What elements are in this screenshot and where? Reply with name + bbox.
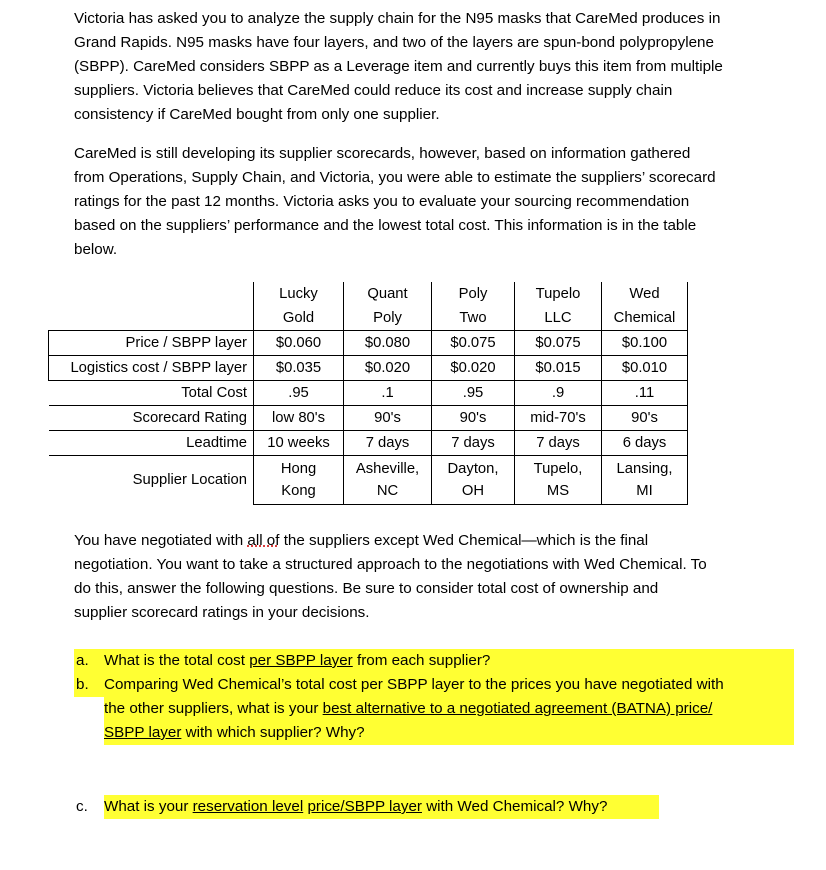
- table-cell: 90's: [602, 406, 688, 431]
- intro-paragraph: [74, 7, 794, 127]
- table-row: [49, 381, 688, 406]
- intro-line: Grand Rapids. N95 masks have four layers, and two of the layers are spun-bond polypropylene: [74, 34, 714, 51]
- negotiation-paragraph: [74, 529, 814, 625]
- context-paragraph: [74, 142, 794, 262]
- negotiation-line: do this, answer the following questions. Be sure to consider total cost of ownership and: [74, 580, 659, 597]
- table-cell: mid-70's: [515, 406, 602, 431]
- question-a-letter: a.: [76, 652, 89, 669]
- location-line: Asheville,: [355, 461, 420, 477]
- supplier-name: Poly: [344, 306, 432, 331]
- location-cell: [602, 456, 688, 505]
- table-row: [49, 331, 688, 356]
- table-corner: [49, 282, 254, 306]
- negotiation-line: negotiation. You want to take a structured approach to the negotiations with Wed Chemical. To: [74, 556, 707, 573]
- context-line: ratings for the past 12 months. Victoria asks you to evaluate your sourcing recommendation: [74, 193, 690, 210]
- question-b-line: [104, 721, 804, 745]
- question-c: [104, 795, 607, 819]
- context-line: from Operations, Supply Chain, and Victoria, you were able to estimate the suppliers’ scorecard: [74, 169, 716, 186]
- text-run: with Wed Chemical? Why?: [421, 798, 608, 815]
- location-line: Dayton,: [447, 461, 499, 477]
- context-line: based on the suppliers’ performance and the lowest total cost. This information is in the table: [74, 217, 697, 234]
- location-cell: [254, 456, 344, 505]
- text-run: You have negotiated with: [74, 532, 248, 549]
- text-run: with which supplier? Why?: [181, 724, 365, 741]
- supplier-name: Gold: [254, 306, 344, 331]
- table-corner: [49, 306, 254, 331]
- supplier-name: Quant: [344, 282, 432, 306]
- row-label: Logistics cost / SBPP layer: [49, 356, 254, 381]
- row-label: Total Cost: [49, 381, 254, 406]
- table-cell: 90's: [344, 406, 432, 431]
- text-run: the suppliers except Wed Chemical—which is the final: [279, 532, 649, 549]
- question-a: [104, 649, 490, 673]
- table-cell: 6 days: [602, 431, 688, 456]
- table-header-row: [49, 306, 688, 331]
- table-cell: .11: [602, 381, 688, 406]
- table-cell: 7 days: [432, 431, 515, 456]
- table-cell: $0.100: [602, 331, 688, 356]
- location-line: MS: [546, 483, 570, 499]
- text-run-dotted: all of: [247, 532, 280, 549]
- table-cell: $0.020: [344, 356, 432, 381]
- table-row: [49, 431, 688, 456]
- location-line: MI: [636, 483, 653, 499]
- text-run: from each supplier?: [352, 652, 491, 669]
- table-cell: low 80's: [254, 406, 344, 431]
- supplier-name: Wed: [602, 282, 688, 306]
- context-line: CareMed is still developing its supplier scorecards, however, based on information gathered: [74, 145, 691, 162]
- table-cell: $0.080: [344, 331, 432, 356]
- location-line: Tupelo,: [533, 461, 583, 477]
- question-c-letter: c.: [76, 798, 88, 815]
- text-run-underlined: price/SBPP layer: [307, 798, 422, 815]
- location-cell: [515, 456, 602, 505]
- question-b-line: Comparing Wed Chemical’s total cost per SBPP layer to the prices you have negotiated with: [104, 676, 724, 693]
- text-run: What is the total cost: [104, 652, 250, 669]
- intro-line: consistency if CareMed bought from only one supplier.: [74, 106, 440, 123]
- table-cell: $0.035: [254, 356, 344, 381]
- table-row: [49, 356, 688, 381]
- supplier-name: Two: [432, 306, 515, 331]
- intro-line: suppliers. Victoria believes that CareMed could reduce its cost and increase supply chain: [74, 82, 673, 99]
- row-label: Scorecard Rating: [49, 406, 254, 431]
- context-line: below.: [74, 241, 118, 258]
- text-run-underlined: reservation level: [192, 798, 304, 815]
- location-cell: [344, 456, 432, 505]
- intro-line: (SBPP). CareMed considers SBPP as a Leverage item and currently buys this item from multiple: [74, 58, 723, 75]
- text-run: What is your: [104, 798, 193, 815]
- negotiation-line: [74, 529, 814, 553]
- row-label: Price / SBPP layer: [49, 331, 254, 356]
- table-cell: 7 days: [344, 431, 432, 456]
- text-run: the other suppliers, what is your: [104, 700, 323, 717]
- row-label: Leadtime: [49, 431, 254, 456]
- table-cell: 90's: [432, 406, 515, 431]
- supplier-name: Chemical: [602, 306, 688, 331]
- table-row-location: [49, 456, 688, 505]
- table-cell: $0.010: [602, 356, 688, 381]
- negotiation-line: supplier scorecard ratings in your decisions.: [74, 604, 370, 621]
- table-cell: .1: [344, 381, 432, 406]
- row-label: Supplier Location: [49, 456, 254, 505]
- location-line: Lansing,: [616, 461, 673, 477]
- text-run-underlined: per SBPP layer: [249, 652, 353, 669]
- intro-line: Victoria has asked you to analyze the supply chain for the N95 masks that CareMed produces in: [74, 10, 721, 27]
- table-cell: $0.075: [515, 331, 602, 356]
- table-cell: .95: [432, 381, 515, 406]
- text-run-underlined: SBPP layer: [104, 724, 182, 741]
- location-line: Kong: [281, 483, 316, 499]
- location-line: Hong: [280, 461, 317, 477]
- question-b-letter: b.: [76, 676, 89, 693]
- supplier-table: [48, 282, 688, 505]
- table-cell: .9: [515, 381, 602, 406]
- table-cell: $0.020: [432, 356, 515, 381]
- supplier-name: LLC: [515, 306, 602, 331]
- text-run-underlined: best alternative to a negotiated agreement (BATNA) price/: [322, 700, 713, 717]
- table-row: [49, 406, 688, 431]
- supplier-name: Poly: [432, 282, 515, 306]
- supplier-name: Lucky: [254, 282, 344, 306]
- question-b-line: [104, 697, 804, 721]
- table-cell: .95: [254, 381, 344, 406]
- table-cell: $0.015: [515, 356, 602, 381]
- table-cell: 7 days: [515, 431, 602, 456]
- location-line: OH: [461, 483, 485, 499]
- table-cell: 10 weeks: [254, 431, 344, 456]
- table-cell: $0.075: [432, 331, 515, 356]
- table-header-row: [49, 282, 688, 306]
- location-line: NC: [376, 483, 399, 499]
- question-b: [104, 673, 804, 745]
- location-cell: [432, 456, 515, 505]
- table-cell: $0.060: [254, 331, 344, 356]
- supplier-name: Tupelo: [515, 282, 602, 306]
